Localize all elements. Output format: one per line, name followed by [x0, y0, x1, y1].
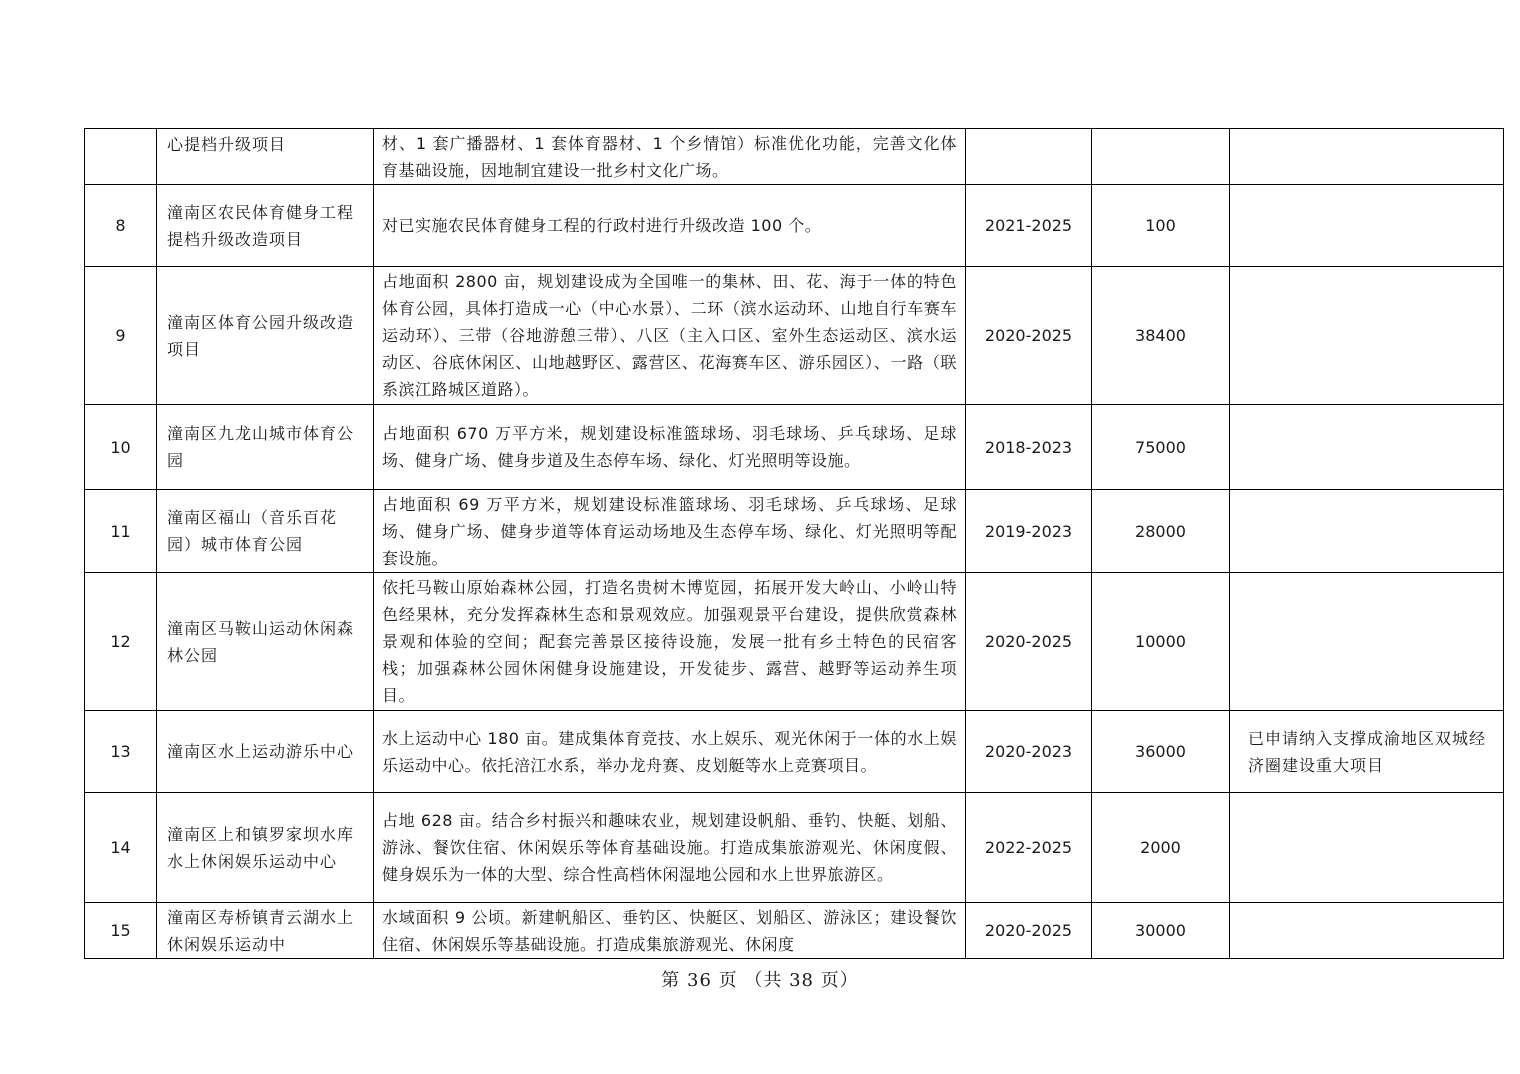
project-investment: 38400 [1092, 267, 1230, 405]
project-content: 占地面积 2800 亩，规划建设成为全国唯一的集林、田、花、海于一体的特色体育公园，具体打造成一心（中心水景）、二环（滨水运动环、山地自行车赛车运动环）、三带（谷地游憩三带）、八区（主入口区、室外生态运动区、滨水运动区、谷底休闲区、山地越野区、露营区、花海赛车区、游乐园区）、一路（联系滨江路城区道路）。 [374, 267, 966, 405]
project-note [1230, 490, 1504, 573]
table-row [85, 185, 1504, 267]
project-note [1230, 405, 1504, 490]
row-number: 8 [85, 185, 157, 267]
table-body [85, 129, 1504, 959]
table-row [85, 793, 1504, 903]
row-number: 12 [85, 573, 157, 711]
project-investment [1092, 129, 1230, 185]
project-content: 占地面积 69 万平方米，规划建设标准篮球场、羽毛球场、乒乓球场、足球场、健身广场、健身步道等体育运动场地及生态停车场、绿化、灯光照明等配套设施。 [374, 490, 966, 573]
project-period: 2021-2025 [966, 185, 1092, 267]
project-period: 2020-2025 [966, 573, 1092, 711]
project-note [1230, 793, 1504, 903]
project-period: 2020-2025 [966, 903, 1092, 959]
project-investment: 100 [1092, 185, 1230, 267]
project-content: 对已实施农民体育健身工程的行政村进行升级改造 100 个。 [374, 185, 966, 267]
project-name: 潼南区九龙山城市体育公园 [157, 405, 374, 490]
project-content: 占地 628 亩。结合乡村振兴和趣味农业，规划建设帆船、垂钓、快艇、划船、游泳、餐饮住宿、休闲娱乐等体育基础设施。打造成集旅游观光、休闲度假、健身娱乐为一体的大型、综合性高档休闲湿地公园和水上世界旅游区。 [374, 793, 966, 903]
project-note: 已申请纳入支撑成渝地区双城经济圈建设重大项目 [1230, 711, 1504, 793]
project-name: 潼南区福山（音乐百花园）城市体育公园 [157, 490, 374, 573]
project-investment: 2000 [1092, 793, 1230, 903]
project-note [1230, 903, 1504, 959]
project-content: 材、1 套广播器材、1 套体育器材、1 个乡情馆）标准优化功能，完善文化体育基础设施，因地制宜建设一批乡村文化广场。 [374, 129, 966, 185]
project-name: 潼南区水上运动游乐中心 [157, 711, 374, 793]
table-row [85, 573, 1504, 711]
project-name: 潼南区体育公园升级改造项目 [157, 267, 374, 405]
table-row [85, 129, 1504, 185]
project-period: 2020-2023 [966, 711, 1092, 793]
project-period [966, 129, 1092, 185]
project-note [1230, 185, 1504, 267]
project-period: 2019-2023 [966, 490, 1092, 573]
project-note [1230, 129, 1504, 185]
row-number: 15 [85, 903, 157, 959]
project-content: 水上运动中心 180 亩。建成集体育竞技、水上娱乐、观光休闲于一体的水上娱乐运动中心。依托涪江水系，举办龙舟赛、皮划艇等水上竞赛项目。 [374, 711, 966, 793]
project-table [84, 128, 1504, 959]
project-name: 潼南区上和镇罗家坝水库水上休闲娱乐运动中心 [157, 793, 374, 903]
project-investment: 28000 [1092, 490, 1230, 573]
table-row [85, 903, 1504, 959]
project-content: 依托马鞍山原始森林公园，打造名贵树木博览园，拓展开发大岭山、小岭山特色经果林，充分发挥森林生态和景观效应。加强观景平台建设，提供欣赏森林景观和体验的空间；配套完善景区接待设施，发展一批有乡土特色的民宿客栈；加强森林公园休闲健身设施建设，开发徒步、露营、越野等运动养生项目。 [374, 573, 966, 711]
row-number: 9 [85, 267, 157, 405]
row-number [85, 129, 157, 185]
project-investment: 30000 [1092, 903, 1230, 959]
project-investment: 10000 [1092, 573, 1230, 711]
project-name: 潼南区马鞍山运动休闲森林公园 [157, 573, 374, 711]
table-row [85, 490, 1504, 573]
project-name: 心提档升级项目 [157, 129, 374, 185]
project-name: 潼南区寿桥镇青云湖水上休闲娱乐运动中 [157, 903, 374, 959]
row-number: 13 [85, 711, 157, 793]
project-content: 水域面积 9 公顷。新建帆船区、垂钓区、快艇区、划船区、游泳区；建设餐饮住宿、休闲娱乐等基础设施。打造成集旅游观光、休闲度 [374, 903, 966, 959]
project-investment: 75000 [1092, 405, 1230, 490]
table-row [85, 405, 1504, 490]
project-investment: 36000 [1092, 711, 1230, 793]
project-period: 2020-2025 [966, 267, 1092, 405]
project-period: 2022-2025 [966, 793, 1092, 903]
page-footer: 第 36 页 （共 38 页） [661, 970, 859, 991]
row-number: 14 [85, 793, 157, 903]
row-number: 10 [85, 405, 157, 490]
project-content: 占地面积 670 万平方米，规划建设标准篮球场、羽毛球场、乒乓球场、足球场、健身广场、健身步道及生态停车场、绿化、灯光照明等设施。 [374, 405, 966, 490]
project-note [1230, 573, 1504, 711]
row-number: 11 [85, 490, 157, 573]
table-row [85, 267, 1504, 405]
project-note [1230, 267, 1504, 405]
project-name: 潼南区农民体育健身工程提档升级改造项目 [157, 185, 374, 267]
table-row [85, 711, 1504, 793]
project-period: 2018-2023 [966, 405, 1092, 490]
